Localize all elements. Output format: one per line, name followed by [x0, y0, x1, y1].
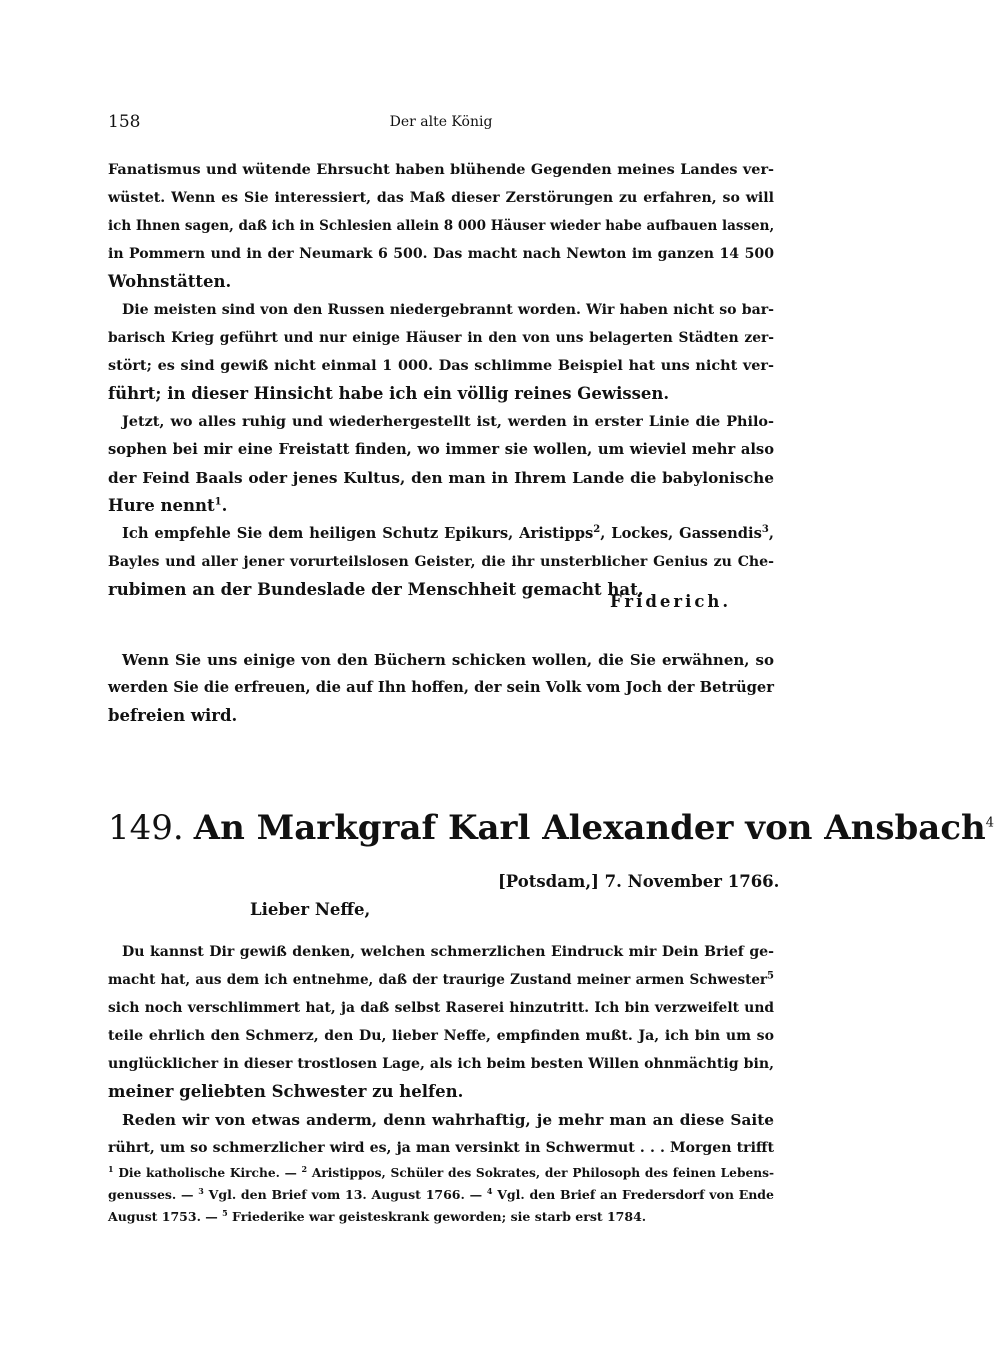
footnote-text: Vgl. den Brief an Fredersdorf von Ende: [492, 1187, 774, 1202]
footnote-line: [108, 1206, 774, 1228]
running-title: Der alte König: [389, 114, 493, 130]
letter-149-paragraph-1: [108, 938, 774, 1106]
text-line: rubimen an der Bundeslade der Menschheit gemacht hat.: [108, 580, 644, 599]
text-line: in Pommern und in der Neumark 6 500. Das macht nach Newton im ganzen 14 500: [108, 246, 774, 262]
footnote-mark: 1: [108, 1163, 114, 1174]
text-line: [108, 966, 774, 994]
footnote-mark: 5: [222, 1207, 228, 1218]
text-line: befreien wird.: [108, 706, 238, 725]
footnote-ref-2: 2: [593, 524, 601, 536]
text-line: Wohnstätten.: [108, 272, 232, 291]
footnote-mark: 2: [301, 1163, 308, 1174]
dateline: [Potsdam,] 7. November 1766.: [498, 872, 780, 891]
text-line: Bayles und aller jener vorurteilslosen Geister, die ihr unsterblicher Genius zu Che-: [108, 554, 774, 570]
footnotes: [108, 1162, 774, 1228]
text-line: werden Sie die erfreuen, die auf Ihn hoffen, der sein Volk vom Joch der Betrüger: [108, 679, 774, 696]
footnote-ref-1: 1: [214, 496, 222, 508]
footnote-text: genusses. —: [108, 1187, 199, 1202]
text-line: sich noch verschlimmert hat, ja daß selbst Raserei hinzutritt. Ich bin verzweifelt und: [108, 1000, 774, 1016]
text-line: Hure nennt$^1$.: [108, 496, 228, 515]
footnote-line: [108, 1184, 774, 1206]
footnote-ref-4: 4: [985, 815, 994, 831]
letter-heading: [108, 808, 994, 848]
text-fragment: ,: [768, 525, 774, 542]
text-line: stört; es sind gewiß nicht einmal 1 000. Das schlimme Beispiel hat uns nicht ver-: [108, 357, 774, 374]
text-line: ich Ihnen sagen, daß ich in Schlesien allein 8 000 Häuser wieder habe aufbauen lassen,: [108, 218, 775, 234]
postscript: [108, 646, 774, 730]
letter-title: An Markgraf Karl Alexander von Ansbach: [193, 808, 986, 848]
salutation: Lieber Neffe,: [250, 900, 371, 919]
text-line: der Feind Baals oder jenes Kultus, den man in Ihrem Lande die babylonische: [108, 469, 774, 487]
page-number: 158: [108, 112, 141, 132]
text-line: wüstet. Wenn es Sie interessiert, das Maß dieser Zerstörungen zu erfahren, so will: [108, 190, 774, 206]
footnote-text: Friederike war geisteskrank geworden; sie starb erst 1784.: [227, 1209, 647, 1224]
text-line: Reden wir von etwas anderm, denn wahrhaftig, je mehr man an diese Saite: [122, 1111, 774, 1129]
text-line: unglücklicher in dieser trostlosen Lage, als ich beim besten Willen ohnmächtig bin,: [108, 1056, 774, 1072]
text-line: [108, 520, 774, 548]
footnote-text: August 1753. —: [108, 1209, 223, 1224]
footnote-text: Die katholische Kirche. —: [113, 1166, 302, 1180]
footnote-mark: 4: [486, 1185, 493, 1196]
text-line: Fanatismus und wütende Ehrsucht haben blühende Gegenden meines Landes ver-: [108, 161, 774, 178]
text-fragment: Ich empfehle Sie dem heiligen Schutz Epikurs, Aristipps: [122, 525, 594, 542]
text-line: Wenn Sie uns einige von den Büchern schicken wollen, die Sie erwähnen, so: [122, 651, 774, 669]
text-line: Die meisten sind von den Russen niedergebrannt worden. Wir haben nicht so bar-: [122, 302, 774, 318]
text-line: Du kannst Dir gewiß denken, welchen schmerzlichen Eindruck mir Dein Brief ge-: [122, 944, 774, 960]
paragraph-2: [108, 296, 774, 408]
footnote-text: Aristippos, Schüler des Sokrates, der Philosoph des feinen Lebens-: [307, 1166, 774, 1180]
text-fragment: Hure nennt: [108, 496, 215, 515]
text-line: meiner geliebten Schwester zu helfen.: [108, 1082, 464, 1101]
text-line: barisch Krieg geführt und nur einige Häuser in den von uns belagerten Städten zer-: [108, 330, 774, 346]
paragraph-1: [108, 156, 774, 296]
text-line: rührt, um so schmerzlicher wird es, ja man versinkt in Schwermut . . . Morgen trifft: [108, 1140, 774, 1156]
signature: Friderich.: [610, 592, 732, 611]
text-line: teile ehrlich den Schmerz, den Du, lieber Neffe, empfinden mußt. Ja, ich bin um so: [108, 1028, 774, 1044]
text-line: sophen bei mir eine Freistatt finden, wo immer sie wollen, um wieviel mehr also: [108, 441, 774, 458]
text-line: Jetzt, wo alles ruhig und wiederhergestellt ist, werden in erster Linie die Philo-: [122, 413, 774, 430]
text-fragment: macht hat, aus dem ich entnehme, daß der traurige Zustand meiner armen Schwester: [108, 972, 768, 988]
text-line: führt; in dieser Hinsicht habe ich ein völlig reines Gewissen.: [108, 384, 670, 403]
footnote-text: Vgl. den Brief vom 13. August 1766. —: [203, 1187, 487, 1202]
text-fragment: , Lockes, Gassendis: [600, 525, 762, 542]
footnote-line: [108, 1162, 774, 1184]
letter-number: 149.: [108, 808, 184, 848]
running-head: [108, 112, 774, 136]
letter-149-paragraph-2: [108, 1106, 774, 1162]
footnote-mark: 3: [198, 1185, 204, 1196]
footnote-ref-3: 3: [761, 524, 769, 536]
footnote-ref-5: 5: [767, 970, 774, 982]
paragraph-3: [108, 408, 774, 520]
